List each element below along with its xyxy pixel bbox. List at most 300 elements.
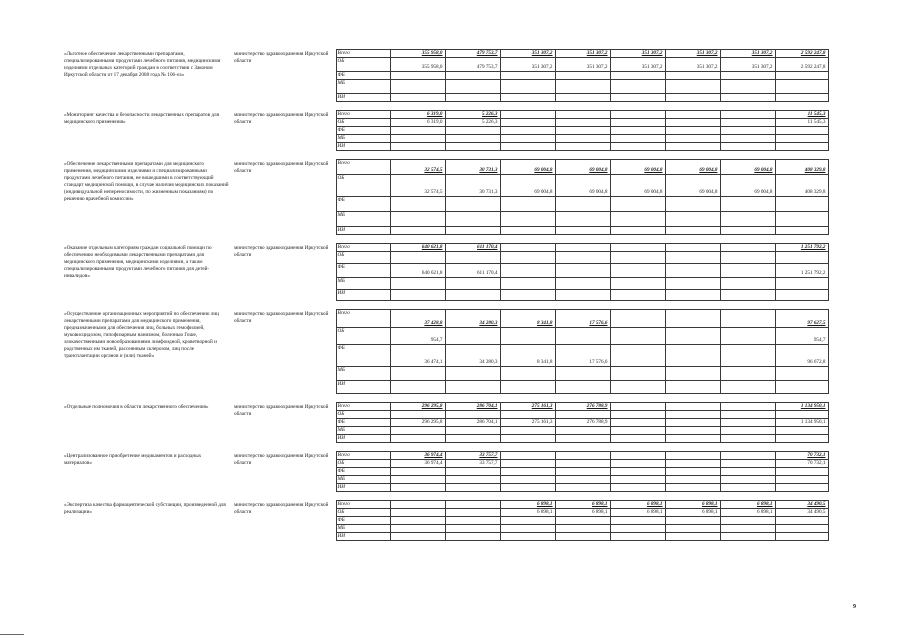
year-value-cell: 611 170,4	[445, 244, 500, 252]
year-value-cell: 351 307,2	[610, 58, 665, 72]
total-value-cell: 408 329,8	[775, 160, 828, 175]
year-value-cell	[665, 381, 720, 394]
section-spacer	[62, 492, 828, 501]
year-value-cell	[390, 427, 445, 435]
year-value-cell: 37 428,8	[390, 310, 445, 328]
year-value-cell	[500, 476, 555, 484]
total-value-cell: 96 672,8	[775, 345, 828, 367]
year-value-cell	[610, 252, 665, 264]
year-value-cell	[720, 435, 775, 443]
year-value-cell	[500, 381, 555, 394]
year-value-cell	[500, 244, 555, 252]
year-value-cell	[610, 119, 665, 127]
table-row	[62, 452, 828, 460]
funding-source: Всего	[336, 310, 390, 328]
year-value-cell: 32 574,5	[390, 175, 445, 197]
funding-source: ФБ	[336, 264, 390, 278]
year-value-cell: 6 898,1	[610, 501, 665, 509]
year-value-cell	[390, 367, 445, 381]
year-value-cell	[445, 427, 500, 435]
year-value-cell	[390, 533, 445, 541]
year-value-cell	[720, 468, 775, 476]
year-value-cell	[665, 468, 720, 476]
year-value-cell	[500, 468, 555, 476]
year-value-cell: 17 576,6	[555, 345, 610, 367]
total-value-cell: 70 732,1	[775, 452, 828, 460]
total-value-cell: 1 251 792,2	[775, 264, 828, 278]
year-value-cell	[720, 403, 775, 411]
year-value-cell: 6 898,1	[555, 509, 610, 517]
year-value-cell	[445, 80, 500, 94]
total-value-cell: 34 490,5	[775, 501, 828, 509]
year-value-cell	[500, 111, 555, 119]
year-value-cell	[720, 381, 775, 394]
year-value-cell	[720, 533, 775, 541]
year-value-cell	[555, 94, 610, 102]
year-value-cell: 296 295,8	[390, 403, 445, 411]
year-value-cell	[610, 310, 665, 328]
year-value-cell	[665, 111, 720, 119]
year-value-cell	[500, 227, 555, 235]
program-name: «Льготное обеспечение лекарственными препаратами, специализированными продуктами лечебного питания, медицинскими изделиями отдельных категорий граждан в соответствии с Законом Иркутской области от 17 декабря 2008 года № 106-оз»	[64, 50, 221, 78]
year-value-cell	[500, 72, 555, 80]
year-value-cell: 355 958,0	[390, 58, 445, 72]
year-value-cell	[500, 127, 555, 135]
year-value-cell: 34 280,3	[445, 310, 500, 328]
year-value-cell	[720, 310, 775, 328]
year-value-cell	[390, 484, 445, 492]
year-value-cell: 6 898,1	[555, 501, 610, 509]
year-value-cell	[555, 435, 610, 443]
funding-source: Всего	[336, 50, 390, 58]
year-value-cell	[555, 452, 610, 460]
total-value-cell	[775, 476, 828, 484]
year-value-cell: 351 307,2	[500, 50, 555, 58]
total-value-cell: 2 592 247,8	[775, 50, 828, 58]
year-value-cell	[720, 94, 775, 102]
total-value-cell	[775, 212, 828, 227]
year-value-cell: 34 280,3	[445, 345, 500, 367]
year-value-cell: 351 307,2	[555, 58, 610, 72]
year-value-cell	[390, 411, 445, 419]
year-value-cell	[720, 525, 775, 533]
funding-source: МБ	[336, 367, 390, 381]
year-value-cell	[500, 525, 555, 533]
year-value-cell	[555, 468, 610, 476]
year-value-cell	[610, 345, 665, 367]
year-value-cell: 6 898,1	[720, 501, 775, 509]
year-value-cell	[720, 227, 775, 235]
year-value-cell: 286 704,1	[445, 403, 500, 411]
year-value-cell	[665, 135, 720, 143]
total-value-cell: 408 329,8	[775, 175, 828, 197]
year-value-cell	[665, 80, 720, 94]
funding-source: ИИ	[336, 143, 390, 151]
table-row	[62, 244, 828, 252]
year-value-cell	[720, 427, 775, 435]
year-value-cell: 351 307,2	[665, 50, 720, 58]
year-value-cell	[665, 127, 720, 135]
program-name: «Централизованное приобретение медикаментов и расходных материалов»	[64, 452, 202, 466]
year-value-cell	[555, 328, 610, 345]
page-number: 9	[853, 604, 856, 610]
funding-source: ФБ	[336, 517, 390, 525]
total-value-cell	[775, 227, 828, 235]
total-value-cell	[775, 94, 828, 102]
year-value-cell	[555, 72, 610, 80]
total-value-cell: 11 545,3	[775, 119, 828, 127]
responsible-executor: министерство здравоохранения Иркутской области	[234, 111, 329, 125]
year-value-cell: 69 004,8	[555, 160, 610, 175]
year-value-cell: 69 004,8	[555, 175, 610, 197]
year-value-cell: 6 898,1	[665, 501, 720, 509]
year-value-cell	[390, 517, 445, 525]
year-value-cell: 6 319,0	[390, 119, 445, 127]
year-value-cell	[610, 367, 665, 381]
total-value-cell: 2 592 247,8	[775, 58, 828, 72]
year-value-cell: 351 307,2	[555, 50, 610, 58]
year-value-cell	[390, 127, 445, 135]
year-value-cell	[665, 310, 720, 328]
responsible-executor: министерство здравоохранения Иркутской области	[234, 501, 329, 515]
total-value-cell	[775, 427, 828, 435]
year-value-cell: 286 704,1	[445, 419, 500, 427]
year-value-cell	[665, 290, 720, 301]
table-row	[62, 501, 828, 509]
year-value-cell: 351 307,2	[610, 50, 665, 58]
year-value-cell: 36 974,4	[390, 452, 445, 460]
funding-source: ИИ	[336, 94, 390, 102]
year-value-cell	[555, 525, 610, 533]
year-value-cell	[610, 468, 665, 476]
year-value-cell	[610, 427, 665, 435]
funding-source: ОБ	[336, 460, 390, 468]
year-value-cell	[555, 264, 610, 278]
year-value-cell: 351 307,2	[665, 58, 720, 72]
year-value-cell	[555, 411, 610, 419]
section-spacer-cell	[62, 102, 828, 111]
year-value-cell: 69 004,8	[500, 175, 555, 197]
scan-edge-line	[0, 634, 24, 635]
year-value-cell	[665, 484, 720, 492]
year-value-cell	[555, 111, 610, 119]
year-value-cell: 33 757,7	[445, 460, 500, 468]
year-value-cell	[555, 367, 610, 381]
funding-source: ИИ	[336, 435, 390, 443]
year-value-cell	[720, 212, 775, 227]
funding-source: ОБ	[336, 175, 390, 197]
year-value-cell	[445, 476, 500, 484]
year-value-cell	[720, 328, 775, 345]
total-value-cell	[775, 533, 828, 541]
total-value-cell	[775, 367, 828, 381]
year-value-cell	[720, 290, 775, 301]
total-value-cell	[775, 143, 828, 151]
year-value-cell	[720, 72, 775, 80]
year-value-cell: 276 788,9	[555, 419, 610, 427]
year-value-cell	[445, 127, 500, 135]
year-value-cell	[500, 94, 555, 102]
year-value-cell	[720, 264, 775, 278]
year-value-cell: 479 753,7	[445, 58, 500, 72]
year-value-cell	[665, 435, 720, 443]
total-value-cell: 70 732,1	[775, 460, 828, 468]
year-value-cell: 30 731,3	[445, 160, 500, 175]
funding-source: Всего	[336, 452, 390, 460]
year-value-cell	[610, 111, 665, 119]
year-value-cell	[555, 143, 610, 151]
year-value-cell	[555, 427, 610, 435]
year-value-cell	[445, 227, 500, 235]
year-value-cell	[720, 197, 775, 212]
year-value-cell: 6 898,1	[665, 509, 720, 517]
year-value-cell	[610, 484, 665, 492]
total-value-cell	[775, 127, 828, 135]
section-spacer	[62, 301, 828, 310]
year-value-cell	[390, 227, 445, 235]
funding-source: ИИ	[336, 533, 390, 541]
year-value-cell	[445, 72, 500, 80]
year-value-cell	[390, 212, 445, 227]
year-value-cell	[555, 197, 610, 212]
year-value-cell	[665, 328, 720, 345]
funding-source: ИИ	[336, 484, 390, 492]
year-value-cell	[610, 419, 665, 427]
year-value-cell	[555, 227, 610, 235]
year-value-cell	[665, 403, 720, 411]
total-value-cell	[775, 525, 828, 533]
year-value-cell	[445, 484, 500, 492]
total-value-cell	[775, 278, 828, 290]
year-value-cell	[390, 72, 445, 80]
year-value-cell	[445, 533, 500, 541]
year-value-cell: 351 307,2	[500, 58, 555, 72]
table-row	[62, 50, 828, 58]
responsible-executor: министерство здравоохранения Иркутской области	[234, 50, 329, 64]
funding-source: МБ	[336, 278, 390, 290]
section-spacer-cell	[62, 301, 828, 310]
year-value-cell: 69 004,8	[665, 175, 720, 197]
year-value-cell	[445, 435, 500, 443]
year-value-cell: 5 226,3	[445, 111, 500, 119]
year-value-cell	[555, 119, 610, 127]
year-value-cell: 355 958,0	[390, 50, 445, 58]
year-value-cell	[390, 278, 445, 290]
total-value-cell	[775, 484, 828, 492]
year-value-cell	[445, 252, 500, 264]
year-value-cell	[555, 460, 610, 468]
total-value-cell	[775, 411, 828, 419]
year-value-cell	[390, 143, 445, 151]
program-name: «Мониторинг качества и безопасности лекарственных препаратов для медицинского применения»	[64, 111, 219, 125]
year-value-cell	[445, 135, 500, 143]
year-value-cell: 296 295,8	[390, 419, 445, 427]
year-value-cell: 33 757,7	[445, 452, 500, 460]
year-value-cell	[445, 411, 500, 419]
funding-source: ИИ	[336, 381, 390, 394]
year-value-cell	[665, 533, 720, 541]
year-value-cell	[720, 252, 775, 264]
year-value-cell: 69 004,8	[500, 160, 555, 175]
year-value-cell	[720, 460, 775, 468]
funding-source: МБ	[336, 525, 390, 533]
year-value-cell	[390, 80, 445, 94]
year-value-cell	[720, 411, 775, 419]
year-value-cell	[610, 278, 665, 290]
year-value-cell	[500, 460, 555, 468]
responsible-executor: министерство здравоохранения Иркутской области	[234, 244, 329, 258]
year-value-cell: 275 161,3	[500, 419, 555, 427]
year-value-cell	[610, 197, 665, 212]
year-value-cell: 32 574,5	[390, 160, 445, 175]
year-value-cell: 8 341,8	[500, 345, 555, 367]
total-value-cell	[775, 381, 828, 394]
funding-source: ОБ	[336, 252, 390, 264]
total-value-cell	[775, 72, 828, 80]
year-value-cell	[390, 509, 445, 517]
year-value-cell	[610, 80, 665, 94]
year-value-cell	[445, 290, 500, 301]
year-value-cell: 69 004,8	[720, 160, 775, 175]
total-value-cell: 1 251 792,2	[775, 244, 828, 252]
year-value-cell	[665, 367, 720, 381]
funding-source: ОБ	[336, 411, 390, 419]
year-value-cell	[390, 290, 445, 301]
year-value-cell	[390, 468, 445, 476]
year-value-cell	[500, 484, 555, 492]
year-value-cell	[720, 367, 775, 381]
funding-source: Всего	[336, 160, 390, 175]
year-value-cell: 30 731,3	[445, 175, 500, 197]
year-value-cell	[610, 403, 665, 411]
year-value-cell	[720, 517, 775, 525]
year-value-cell	[720, 452, 775, 460]
year-value-cell	[445, 328, 500, 345]
program-name: «Экспертиза качества фармацевтической субстанции, произведенной для реализации»	[64, 501, 226, 515]
year-value-cell	[610, 227, 665, 235]
table-row	[62, 160, 828, 175]
year-value-cell	[555, 533, 610, 541]
section-spacer	[62, 235, 828, 244]
funding-source: Всего	[336, 244, 390, 252]
year-value-cell	[445, 501, 500, 509]
total-value-cell	[775, 468, 828, 476]
year-value-cell	[500, 143, 555, 151]
year-value-cell	[390, 476, 445, 484]
year-value-cell: 611 170,4	[445, 264, 500, 278]
year-value-cell	[610, 135, 665, 143]
year-value-cell: 6 898,1	[500, 501, 555, 509]
funding-source: Всего	[336, 403, 390, 411]
total-value-cell	[775, 517, 828, 525]
year-value-cell	[445, 381, 500, 394]
year-value-cell	[665, 476, 720, 484]
year-value-cell	[390, 381, 445, 394]
year-value-cell	[610, 72, 665, 80]
year-value-cell	[555, 244, 610, 252]
year-value-cell	[665, 517, 720, 525]
responsible-executor: министерство здравоохранения Иркутской области	[234, 452, 329, 466]
year-value-cell	[500, 252, 555, 264]
year-value-cell	[555, 212, 610, 227]
year-value-cell	[445, 197, 500, 212]
year-value-cell	[500, 264, 555, 278]
total-value-cell: 97 627,5	[775, 310, 828, 328]
year-value-cell	[610, 517, 665, 525]
year-value-cell	[500, 533, 555, 541]
year-value-cell	[720, 135, 775, 143]
year-value-cell	[610, 411, 665, 419]
year-value-cell	[610, 143, 665, 151]
year-value-cell	[500, 135, 555, 143]
year-value-cell	[390, 94, 445, 102]
year-value-cell	[665, 411, 720, 419]
responsible-executor: министерство здравоохранения Иркутской области	[234, 403, 329, 417]
funding-source: ИИ	[336, 290, 390, 301]
year-value-cell	[720, 80, 775, 94]
year-value-cell	[500, 278, 555, 290]
year-value-cell: 69 004,8	[720, 175, 775, 197]
year-value-cell	[390, 135, 445, 143]
table-row	[62, 403, 828, 411]
year-value-cell: 276 788,9	[555, 403, 610, 411]
funding-source: МБ	[336, 135, 390, 143]
funding-source: ИИ	[336, 227, 390, 235]
year-value-cell: 36 974,4	[390, 460, 445, 468]
year-value-cell	[445, 212, 500, 227]
year-value-cell	[610, 381, 665, 394]
year-value-cell: 6 898,1	[500, 509, 555, 517]
total-value-cell: 1 134 950,1	[775, 419, 828, 427]
total-value-cell: 1 134 950,1	[775, 403, 828, 411]
total-value-cell	[775, 435, 828, 443]
year-value-cell	[720, 484, 775, 492]
year-value-cell	[500, 328, 555, 345]
funding-source: ОБ	[336, 328, 390, 345]
program-name: «Осуществление организационных мероприятий по обеспечению лиц лекарственными препаратами для медицинского применения, предназначенными для обеспечения лиц, больных гемофилией, муковисцидозом, гипофизарным нанизмом, болезнью Гоше, злокачественными новообразованиями лимфоидной, кроветворной и родственных им тканей, рассеянным склерозом, лиц после трансплантации органов и (или) тканей»	[64, 310, 219, 359]
year-value-cell	[665, 94, 720, 102]
year-value-cell	[555, 290, 610, 301]
year-value-cell	[500, 517, 555, 525]
year-value-cell: 640 621,8	[390, 244, 445, 252]
funding-source: ФБ	[336, 127, 390, 135]
year-value-cell	[720, 119, 775, 127]
year-value-cell	[665, 212, 720, 227]
program-name: «Обеспечение лекарственными препаратами для медицинского применения, медицинскими изделиями и специализированными продуктами лечебного питания, не вошедшими в соответствующий стандарт медицинской помощи, в случае наличия медицинских показаний (индивидуальной непереносимости, по жизненным показаниям) по решению врачебной комиссии»	[64, 160, 229, 202]
year-value-cell	[500, 427, 555, 435]
year-value-cell	[555, 252, 610, 264]
year-value-cell	[500, 367, 555, 381]
total-value-cell	[775, 135, 828, 143]
year-value-cell	[720, 345, 775, 367]
year-value-cell	[445, 509, 500, 517]
year-value-cell	[390, 252, 445, 264]
year-value-cell	[665, 452, 720, 460]
responsible-executor: министерство здравоохранения Иркутской области	[234, 310, 329, 324]
table-row	[62, 310, 828, 328]
year-value-cell	[610, 244, 665, 252]
section-spacer	[62, 394, 828, 403]
year-value-cell: 5 226,3	[445, 119, 500, 127]
section-spacer-cell	[62, 443, 828, 452]
year-value-cell: 640 621,8	[390, 264, 445, 278]
funding-source: ФБ	[336, 468, 390, 476]
year-value-cell	[665, 252, 720, 264]
funding-source: Всего	[336, 501, 390, 509]
year-value-cell	[610, 127, 665, 135]
year-value-cell	[665, 197, 720, 212]
year-value-cell: 69 004,8	[610, 175, 665, 197]
